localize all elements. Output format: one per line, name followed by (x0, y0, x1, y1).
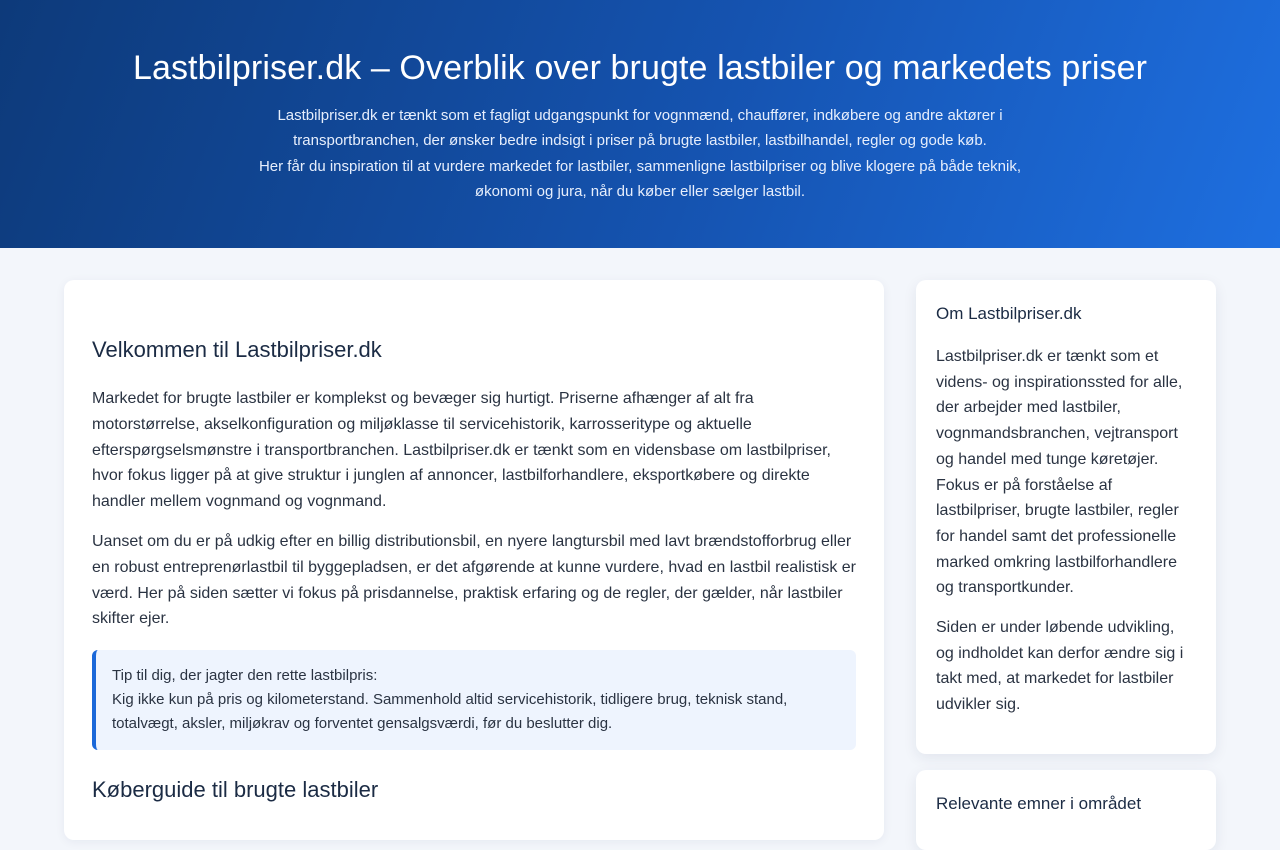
topics-sidebar-card (916, 770, 1216, 850)
topics-title: Relevante emner i området (936, 794, 1142, 813)
main-article-card (64, 280, 884, 840)
tip-text: Kig ikke kun på pris og kilometerstand. Sammenhold altid servicehistorik, tidligere brug, teknisk stand, totalvægt, aksler, miljøkrav og forventet gensalgsværdi, før du beslutter dig. (112, 691, 788, 733)
hero-banner (0, 0, 1280, 248)
welcome-heading: Velkommen til Lastbilpriser.dk (92, 337, 382, 362)
buyer-guide-heading: Køberguide til brugte lastbiler (92, 777, 379, 803)
about-title: Om Lastbilpriser.dk (936, 304, 1082, 323)
content-area (0, 248, 1280, 813)
article-paragraph: Uanset om du er på udkig efter en billig distributionsbil, en nyere langtursbil med lavt brændstofforbrug eller en robust entreprenørlastbil til byggepladsen, er det afgørende at kunne vurdere, hvad en lastbil realistisk er værd. Her på siden sætter vi fokus på prisdannelse, praktisk erfaring og de regler, der gælder, når lastbiler skifter ejer. (92, 532, 856, 628)
about-sidebar-card (916, 280, 1216, 754)
hero-intro-1: Lastbilpriser.dk er tænkt som et fagligt udgangspunkt for vognmænd, chauffører, indkøbere og andre aktører i transportbranchen, der ønsker bedre indsigt i priser på brugte lastbiler, lastbilhandel, regler og gode køb. (277, 107, 1003, 149)
page-title: Lastbilpriser.dk – Overblik over brugte lastbiler og markedets priser (132, 49, 1148, 87)
tip-title: Tip til dig, der jagter den rette lastbilpris: (112, 667, 378, 685)
hero-intro-2: Her får du inspiration til at vurdere markedet for lastbiler, sammenligne lastbilpriser og blive klogere på både teknik, økonomi og jura, når du køber eller sælger lastbil. (258, 158, 1022, 200)
tip-box (92, 650, 856, 750)
about-paragraph: Siden er under løbende udvikling, og indholdet kan derfor ændre sig i takt med, at markedet for lastbiler udvikler sig. (936, 619, 1184, 714)
article-paragraph: Markedet for brugte lastbiler er komplekst og bevæger sig hurtigt. Priserne afhænger af alt fra motorstørrelse, akselkonfiguration og miljøklasse til servicehistorik, karrosseritype og aktuelle efterspørgselsmønstre i transportbranchen. Lastbilpriser.dk er tænkt som en vidensbase om lastbilpriser, hvor fokus ligger på at give struktur i junglen af annoncer, lastbilforhandlere, eksportkøbere og direkte handler mellem vognmand og vognmand. (92, 390, 831, 511)
about-paragraph: Lastbilpriser.dk er tænkt som et videns- og inspirationssted for alle, der arbejder med lastbiler, vognmandsbranchen, vejtransport og handel med tunge køretøjer. Fokus er på forståelse af lastbilpriser, brugte lastbiler, regler for handel samt det professionelle marked omkring lastbilforhandlere og transportkunder. (936, 348, 1183, 597)
